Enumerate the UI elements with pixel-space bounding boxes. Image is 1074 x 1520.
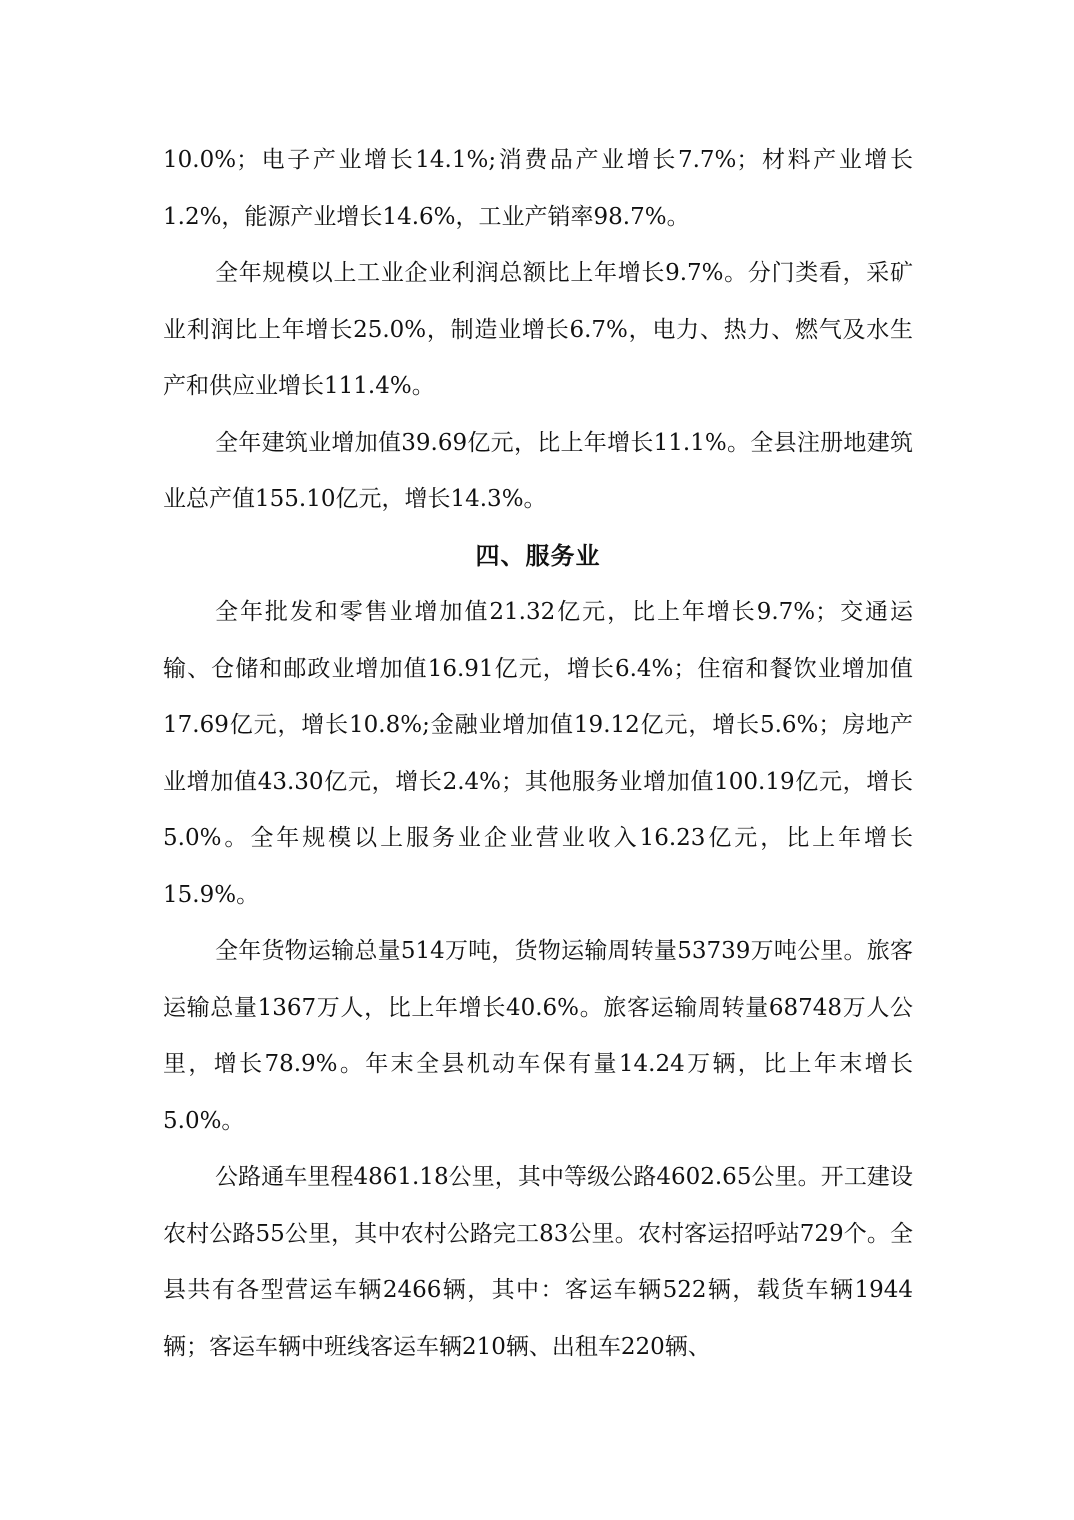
paragraph-road-mileage: 公路通车里程4861.18公里，其中等级公路4602.65公里。开工建设农村公路55公里，其中农村公路完工83公里。农村客运招呼站729个。全县共有各型营运车辆2466辆，其中：客运车辆522辆，载货车辆1944辆；客运车辆中班线客运车辆210辆、出租车220辆、 xyxy=(163,1164,913,1360)
paragraph-services-value-added: 全年批发和零售业增加值21.32亿元，比上年增长9.7%；交通运输、仓储和邮政业增加值16.91亿元，增长6.4%；住宿和餐饮业增加值17.69亿元，增长10.8%;金融业增加值19.12亿元，增长5.6%；房地产业增加值43.30亿元，增长2.4%；其他服务业增加值100.19亿元，增长5.0%。全年规模以上服务业企业营业收入16.23亿元，比上年增长15.9%。 xyxy=(163,599,913,908)
paragraph-industry-growth: 10.0%；电子产业增长14.1%;消费品产业增长7.7%；材料产业增长1.2%，能源产业增长14.6%，工业产销率98.7%。 xyxy=(163,147,913,230)
paragraph-transport-volume: 全年货物运输总量514万吨，货物运输周转量53739万吨公里。旅客运输总量1367万人，比上年增长40.6%。旅客运输周转量68748万人公里，增长78.9%。年末全县机动车保有量14.24万辆，比上年末增长5.0%。 xyxy=(163,938,913,1134)
paragraph-industrial-profit: 全年规模以上工业企业利润总额比上年增长9.7%。分门类看，采矿业利润比上年增长25.0%，制造业增长6.7%，电力、热力、燃气及水生产和供应业增长111.4%。 xyxy=(163,260,913,399)
section-heading-services: 四、服务业 xyxy=(475,541,601,570)
document-page xyxy=(163,132,913,1375)
paragraph-construction: 全年建筑业增加值39.69亿元，比上年增长11.1%。全县注册地建筑业总产值155.10亿元，增长14.3%。 xyxy=(163,429,913,512)
